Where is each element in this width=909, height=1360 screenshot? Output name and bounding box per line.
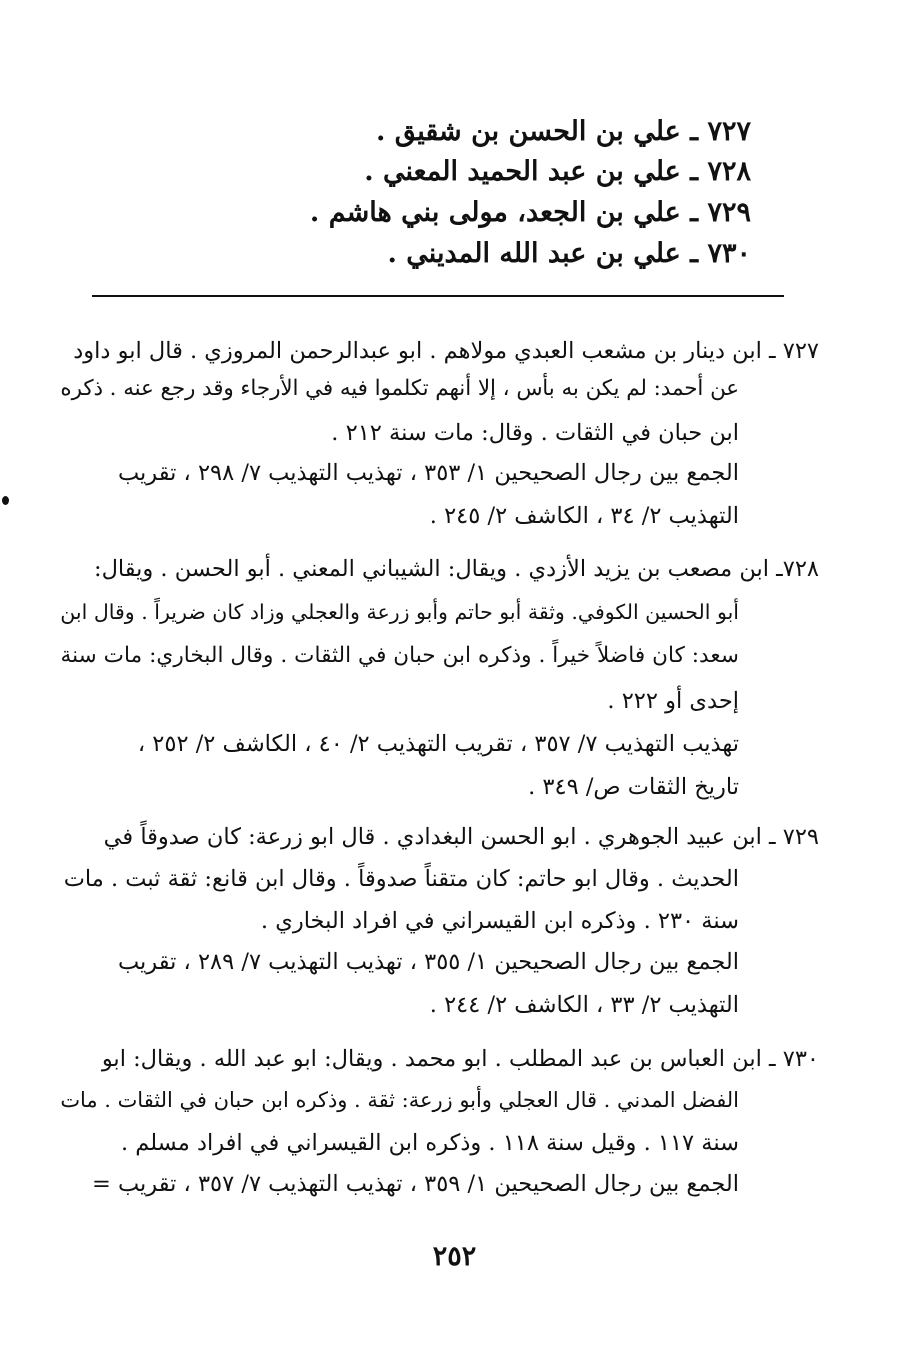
footnote-728-line-1: ٧٢٨ـ ابن مصعب بن يزيد الأزدي . ويقال: الشيباني المعني . أبو الحسن . ويقال: [93,556,819,582]
footnote-730-refs-1: الجمع بين رجال الصحيحين ١/ ٣٥٩ ، تهذيب التهذيب ٧/ ٣٥٧ ، تقريب = [91,1171,739,1197]
footnote-729-refs-1: الجمع بين رجال الصحيحين ١/ ٣٥٥ ، تهذيب التهذيب ٧/ ٢٨٩ ، تقريب [117,949,739,975]
footnote-727-line-3: ابن حبان في الثقات . وقال: مات سنة ٢١٢ . [331,420,739,446]
footnote-727-line-1: ٧٢٧ ـ ابن دينار بن مشعب العبدي مولاهم . ابو عبدالرحمن المروزي . قال ابو داود [73,338,819,364]
footnote-729-refs-2: التهذيب ٢/ ٣٣ ، الكاشف ٢/ ٢٤٤ . [429,992,739,1018]
footnote-728-line-4: إحدى أو ٢٢٢ . [607,688,739,714]
footnote-727-refs-1: الجمع بين رجال الصحيحين ١/ ٣٥٣ ، تهذيب التهذيب ٧/ ٢٩٨ ، تقريب [117,460,739,486]
footnote-729-line-2: الحديث . وقال ابو حاتم: كان متقناً صدوقاً . وقال ابن قانع: ثقة ثبت . مات [63,866,739,892]
footnote-separator [92,295,784,297]
footnote-727-line-2: عن أحمد: لم يكن به بأس ، إلا أنهم تكلموا فيه في الأرجاء وقد رجع عنه . ذكره [60,376,739,401]
footnote-728-line-3: سعد: كان فاضلاً خيراً . وذكره ابن حبان في الثقات . وقال البخاري: مات سنة [60,643,739,668]
entry-heading-730: ٧٣٠ ـ علي بن عبد الله المديني . [387,238,751,269]
entry-heading-729: ٧٢٩ ـ علي بن الجعد، مولى بني هاشم . [309,197,751,228]
footnote-728-refs-2: تاريخ الثقات ص/ ٣٤٩ . [528,774,739,800]
entry-heading-728: ٧٢٨ ـ علي بن عبد الحميد المعني . [364,156,751,187]
footnote-729-line-1: ٧٢٩ ـ ابن عبيد الجوهري . ابو الحسن البغدادي . قال ابو زرعة: كان صدوقاً في [103,824,819,850]
footnote-730-line-1: ٧٣٠ ـ ابن العباس بن عبد المطلب . ابو محمد . ويقال: ابو عبد الله . ويقال: ابو [101,1046,819,1072]
footnote-727-refs-2: التهذيب ٢/ ٣٤ ، الكاشف ٢/ ٢٤٥ . [429,503,739,529]
footnote-728-refs-1: تهذيب التهذيب ٧/ ٣٥٧ ، تقريب التهذيب ٢/ ٤٠ ، الكاشف ٢/ ٢٥٢ ، [137,731,739,757]
footnote-730-line-2: الفضل المدني . قال العجلي وأبو زرعة: ثقة . وذكره ابن حبان في الثقات . مات [60,1088,739,1112]
entry-heading-727: ٧٢٧ ـ علي بن الحسن بن شقيق . [375,116,751,147]
footnote-728-line-2: أبو الحسين الكوفي. وثقة أبو حاتم وأبو زرعة والعجلي وزاد كان ضريراً . وقال ابن [60,600,739,624]
scan-mark [2,496,9,505]
footnote-730-line-3: سنة ١١٧ . وقيل سنة ١١٨ . وذكره ابن القيسراني في افراد مسلم . [120,1130,739,1156]
footnote-729-line-3: سنة ٢٣٠ . وذكره ابن القيسراني في افراد البخاري . [260,908,739,934]
page-number: ٢٥٢ [432,1241,477,1272]
